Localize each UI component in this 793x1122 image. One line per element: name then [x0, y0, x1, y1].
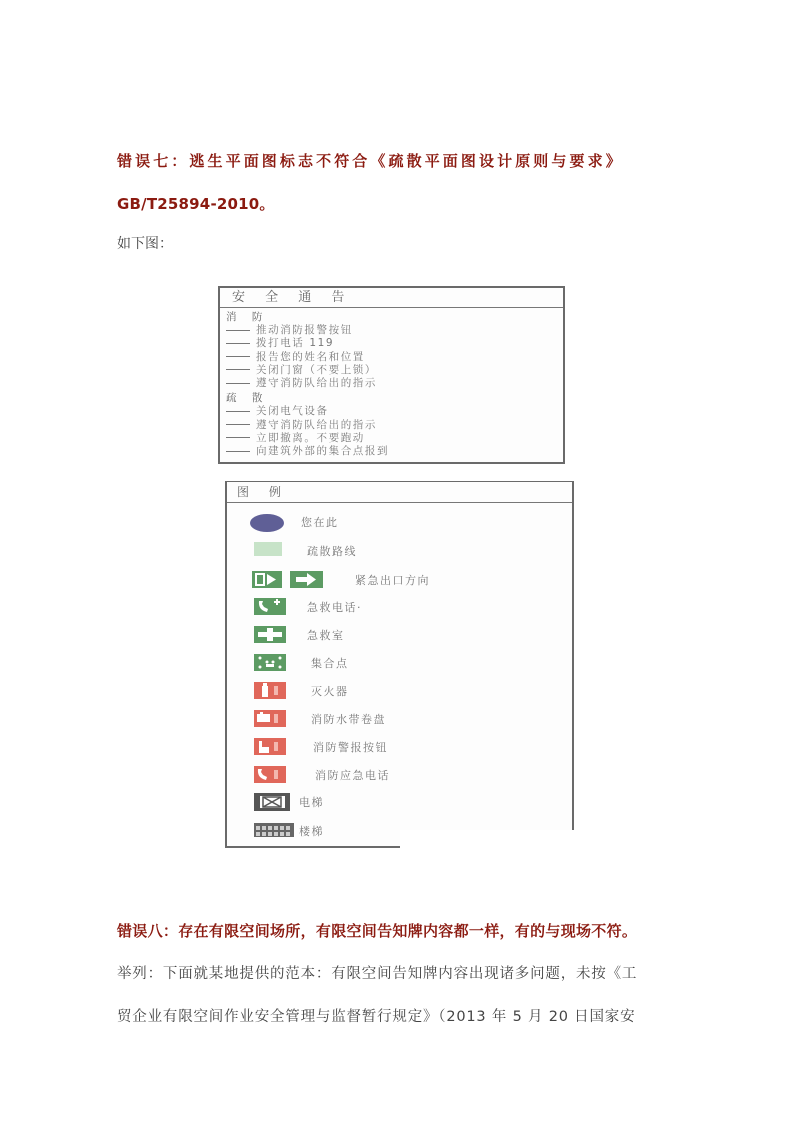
paragraph-line: 贸企业有限空间作业安全管理与监督暂行规定》（2013 年 5 月 20 日国家安 [117, 1009, 636, 1025]
notice-title: 安 全 通 告 [220, 288, 563, 308]
evacuation-route-icon [254, 542, 282, 556]
legend-title: 图 例 [227, 482, 572, 503]
error8-heading: 错误八：存在有限空间场所，有限空间告知牌内容都一样，有的与现场不符。 [117, 922, 638, 940]
legend-label: 楼梯 [299, 825, 324, 838]
fire-alarm-button-icon [254, 738, 286, 755]
legend-figure [225, 481, 574, 848]
safety-notice-figure [218, 286, 565, 464]
legend-label: 消防水带卷盘 [311, 713, 386, 726]
dash-icon [226, 437, 250, 438]
legend-label: 消防警报按钮 [313, 741, 388, 754]
notice-item: 报告您的姓名和位置 [226, 351, 563, 364]
dash-icon [226, 343, 250, 344]
notice-item: 遵守消防队给出的指示 [226, 419, 563, 432]
legend-label: 您在此 [301, 516, 339, 529]
legend-label: 急救电话· [307, 601, 362, 614]
notice-item: 向建筑外部的集合点报到 [226, 445, 563, 458]
legend-label: 集合点 [311, 657, 349, 670]
dash-icon [226, 451, 250, 452]
legend-label: 灭火器 [311, 685, 349, 698]
notice-item: 推动消防报警按钮 [226, 324, 563, 337]
legend-label: 疏散路线 [307, 545, 357, 558]
notice-section-evacuation: 疏 散 [226, 392, 269, 405]
notice-item: 立即撤离。不要跑动 [226, 432, 563, 445]
fire-emergency-phone-icon [254, 766, 286, 783]
error7-heading: 错误七：逃生平面图标志不符合《疏散平面图设计原则与要求》 [117, 152, 624, 170]
notice-section-fire: 消 防 [226, 311, 269, 323]
stairs-icon [254, 823, 294, 837]
first-aid-phone-icon [254, 598, 286, 615]
dash-icon [226, 411, 250, 412]
notice-item: 遵守消防队给出的指示 [226, 377, 563, 390]
dash-icon [226, 424, 250, 425]
notice-item: 关闭电气设备 [226, 405, 563, 418]
intro-text: 如下图： [117, 236, 173, 252]
legend-label: 急救室 [307, 629, 345, 642]
scan-crop-edge [400, 830, 590, 870]
fire-extinguisher-icon [254, 682, 286, 699]
error7-heading-standard: GB/T25894-2010。 [117, 195, 275, 213]
you-are-here-icon [250, 514, 284, 532]
dash-icon [226, 356, 250, 357]
legend-label: 电梯 [299, 796, 324, 809]
legend-label: 消防应急电话 [315, 769, 390, 782]
first-aid-room-icon [254, 626, 286, 643]
dash-icon [226, 330, 250, 331]
paragraph-line: 举列：下面就某地提供的范本：有限空间告知牌内容出现诸多问题，未按《工 [117, 966, 638, 982]
legend-label: 紧急出口方向 [355, 574, 430, 587]
exit-arrow-icon [290, 571, 323, 588]
dash-icon [226, 369, 250, 370]
dash-icon [226, 383, 250, 384]
notice-item: 拨打电话 119 [226, 337, 563, 350]
elevator-icon [254, 793, 290, 811]
fire-hose-reel-icon [254, 710, 286, 727]
emergency-exit-icon [252, 571, 282, 588]
notice-item: 关闭门窗（不要上锁） [226, 364, 563, 377]
assembly-point-icon [254, 654, 286, 671]
